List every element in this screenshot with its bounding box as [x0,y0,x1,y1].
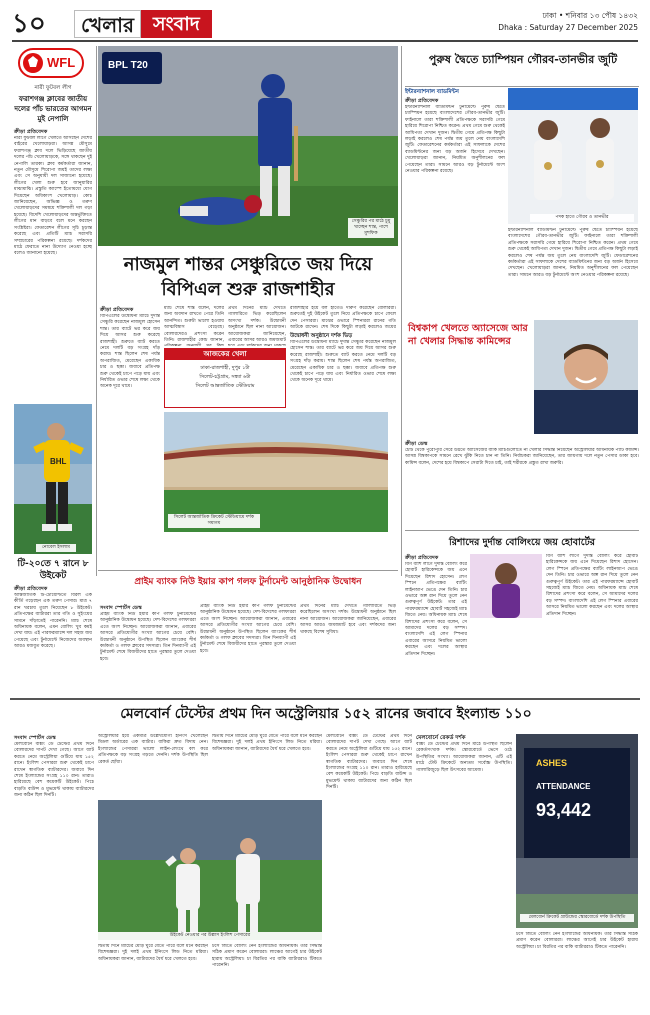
badminton-headline: পুরুষ দ্বৈতে চ্যাম্পিয়ন গৌরব-তানভীর জুটি [428,53,618,66]
golf-body-3: প্রথম দিনের ম্যাচ দেখতে গ্যালারিতে ভিড় করেছিলেন অসংখ্য দর্শক। উদ্বোধনী অনুষ্ঠানে ছিল নানা আয়োজন। আয়োজকরা জানিয়েছেন, এবারের আসর আরও জমজমাট হবে এবং দর্শকদের জন্য থাকছে বিশেষ সুবিধা। [300,604,396,635]
date-bangla: ঢাকা • শনিবার ১৩ পৌষ ১৪৩২ [542,11,638,20]
melbourne-body-6: টসে জিতে বোলিং নেন ইংল্যান্ডের অধিনায়ক। তার সিদ্ধান্ত সঠিক প্রমাণ করেন বোলাররা। লাঞ্চের আগেই চার উইকেট হারায় অস্ট্রেলিয়া। চা বিরতির পর বাকি ব্যাটাররাও টিকতে পারেননি। [516,932,638,950]
golf-body-2: প্রাইম ব্যাংক নিউ ইয়ার কাপ গলফ টুর্নামেন্টের আনুষ্ঠানিক উদ্বোধন হয়েছে। দেশ-বিদেশের গলফাররা এতে অংশ নিচ্ছেন। আয়োজকরা জানান, এবারের আসরে প্রতিযোগীর সংখ্যা আগের চেয়ে বেশি। উদ্বোধনী অনুষ্ঠানে উপস্থিত ছিলেন ব্যাংকের শীর্ষ কর্মকর্তা ও গলফ ক্লাবের সদস্যরা। তিন দিনব্যাপী এই টুর্নামেন্ট শেষে বিজয়ীদের হাতে পুরস্কার তুলে দেওয়া হবে। [200,604,296,654]
stadium-photo [164,412,388,532]
rashid-body: বিগ ব্যাশ লীগে দুর্দান্ত বোলিং করে হোবার্ট হারিকেন্সকে জয় এনে দিয়েছেন রিশাদ হোসেন। লেগ স্পিনে প্রতিপক্ষের ব্যাটিং লাইনআপ ভেঙে দেন তিনি। চার ওভারে অল্প রান দিয়ে তুলে নেন গুরুত্বপূর্ণ উইকেট। তার এই পারফরম্যান্সে হোবার্ট সহজেই ম্যাচ জিতে নেয়। অধিনায়ক ম্যাচ শেষে রিশাদের প্রশংসা করে বলেন, সে আমাদের দলের বড় সম্পদ। বাংলাদেশি এই লেগ স্পিনার এবারের আসরে নিয়মিত ভালো করছেন এবং দলের আস্থার প্রতিদান দিচ্ছেন। [405,562,467,657]
wfl-body: নারী ফুটবল লীগে খেলতে আসছেন দেশের বাইরের খেলোয়াড়রা। আসন্ন মৌসুমে ফরাশগঞ্জ ক্লাব দলে ভিড়িয়েছে জাতীয় দলের পাঁচ খেলোয়াড়কে, সঙ্গে থাকছেন দুই নেপালি তারকা। ক্লাব কর্মকর্তারা জানান, নতুন মৌসুমে শিরোপা জয়ই তাদের লক্ষ্য এবং সে অনুযায়ী দল সাজানো হয়েছে। লীগের খেলা শুরু হবে জানুয়ারির মাঝামাঝি। প্রস্তুতি ক্যাম্পে ইতোমধ্যে যোগ দিয়েছেন অধিকাংশ খেলোয়াড়। কোচ জানিয়েছেন, অভিজ্ঞ ও তরুণ খেলোয়াড়দের সমন্বয়ে শক্তিশালী দল গড়া হয়েছে। বিদেশি খেলোয়াড়দের অন্তর্ভুক্তিতে লীগের মান বাড়বে বলে মনে করছেন সংশ্লিষ্টরা। ফেডারেশন লীগের সূচি চূড়ান্ত করেছে এবং প্রতিটি ম্যাচ সরাসরি সম্প্রচারের পরিকল্পনা রয়েছে। দর্শকদের মাঠে ফেরাতে নানা উদ্যোগ নেওয়া হচ্ছে বলেও জানানো হয়েছে। [14,136,92,257]
rashid-byline: ক্রীড়া প্রতিবেদক [405,555,439,561]
bowler-photo [14,404,92,554]
section-rule [405,530,639,531]
section-rule [98,570,398,571]
melbourne-article [14,734,94,998]
bpl-byline: ক্রীড়া প্রতিবেদক [100,307,134,313]
t20-article [14,558,92,653]
melbourne-body-1: মেলবোর্নে বক্সিং ডে টেস্টের প্রথম দিনে বোলারদের দাপট দেখা গেছে। আগে ব্যাট করতে নেমে অস্ট্রেলিয়া গুটিয়ে যায় ১৫২ রানে। ইংলিশ পেসাররা শুরু থেকেই চাপে রাখেন স্বাগতিক ব্যাটারদের। জবাবে দিন শেষে ইংল্যান্ডের সংগ্রহ ১১০ রান। তারাও হারিয়েছে বেশ কয়েকটি উইকেট। পিচে বাড়তি বাউন্স ও মুভমেন্ট থাকায় ব্যাটারদের জন্য কঠিন ছিল দিনটি। [14,742,94,799]
dateline [498,10,638,34]
bpl-photo-caption: সেঞ্চুরির পর মাঠে চুমু খাচ্ছেন শান্ত, পাশে মুশফিক [348,218,394,238]
cummins-body: চোট থেকে পুরোপুরি সেরে উঠতে অ্যাসেজের বাকি ম্যাচগুলোতে না খেলার সিদ্ধান্ত নিয়েছেন অস্ট্রেলিয়ার অধিনায়ক প্যাট কামিন্স। আসন্ন বিশ্বকাপকে সামনে রেখে ঝুঁকি নিতে চান না তিনি। নির্বাচকরা জানিয়েছেন, তার জায়গায় দলে নতুন পেসার ডাকা হবে। কামিন্স বলেন, দেশের হয়ে বিশ্বকাপে সেরাটা দিতে চাই, তাই শরীরকে প্রস্তুত রাখা জরুরি। [405,448,639,466]
t20-headline: টি-২০তে ৭ রানে ৮ উইকেট [17,559,89,581]
wfl-logo-text: WFL [47,55,76,70]
melbourne-body-3: দ্বিতীয় দিনে ম্যাচের মোড় ঘুরে যেতে পারে বলে মনে করছেন বিশেষজ্ঞরা। দুই দলই প্রথম ইনিংসে লিড নিতে মরিয়া। অধিনায়করা জানান, ব্যাটারদের ধৈর্য ধরে খেলতে হবে। [98,944,208,962]
today-box-title: আজকের খেলা [165,349,285,360]
bpl-subhead: উদ্বোধনী অনুষ্ঠানে দর্শক ভিড় [290,333,353,339]
scoreboard-title: ASHES [536,758,568,768]
melbourne-headline: মেলবোর্ন টেস্টের প্রথম দিন অস্ট্রেলিয়ার ১৫২ রানের জবাবে ইংল্যান্ড ১১০ [120,706,532,722]
badminton-tag: ইন্টারন্যাশনাল ব্যাডমিন্টন [405,89,459,95]
section-rule [405,86,639,87]
cummins-byline: ক্রীড়া ডেস্ক [405,441,428,447]
masthead [12,8,638,42]
newspaper-logo-text: সংবাদ [141,10,212,38]
bpl-body-4a: রাজশাহীর হয়ে বল হাতেও দারুণ করেছেন বোলাররা। শুরুতেই দুই উইকেট তুলে নিয়ে প্রতিপক্ষকে চাপে ফেলে দেন পেসাররা। মাঝের ওভারে স্পিনাররা রানের গতি আটকে রাখেন। শেষ দিকে কিছুটা লড়াই করলেও জয়ের [290,306,396,330]
t20-byline: ক্রীড়া প্রতিবেদক [14,586,48,592]
golf-body: প্রাইম ব্যাংক নিউ ইয়ার কাপ গলফ টুর্নামেন্টের আনুষ্ঠানিক উদ্বোধন হয়েছে। দেশ-বিদেশের গলফাররা এতে অংশ নিচ্ছেন। আয়োজকরা জানান, এবারের আসরে প্রতিযোগীর সংখ্যা আগের চেয়ে বেশি। উদ্বোধনী অনুষ্ঠানে উপস্থিত ছিলেন ব্যাংকের শীর্ষ কর্মকর্তা ও গলফ ক্লাবের সদস্যরা। তিন দিনব্যাপী এই টুর্নামেন্ট শেষে বিজয়ীদের হাতে পুরস্কার তুলে দেওয়া হবে। [100,612,196,662]
svg-text:BHL: BHL [50,457,67,466]
scoreboard-photo [516,734,638,928]
badminton-photo [508,88,638,224]
column-rule [401,46,402,576]
melbourne-body-2b: দ্বিতীয় দিনে ম্যাচের মোড় ঘুরে যেতে পারে বলে মনে করছেন বিশেষজ্ঞরা। দুই দলই প্রথম ইনিংসে লিড নিতে মরিয়া। অধিনায়করা জানান, ব্যাটারদের ধৈর্য ধরে খেলতে হবে। [212,734,322,752]
bowler-photo-caption: নোবেল ইসলাম [36,544,76,552]
rashid-body-right: বিগ ব্যাশ লীগে দুর্দান্ত বোলিং করে হোবার্ট হারিকেন্সকে জয় এনে দিয়েছেন রিশাদ হোসেন। লেগ স্পিনে প্রতিপক্ষের ব্যাটিং লাইনআপ ভেঙে দেন তিনি। চার ওভারে অল্প রান দিয়ে তুলে নেন গুরুত্বপূর্ণ উইকেট। তার এই পারফরম্যান্সে হোবার্ট সহজেই ম্যাচ জিতে নেয়। অধিনায়ক ম্যাচ শেষে রিশাদের প্রশংসা করে বলেন, সে আমাদের দলের বড় সম্পদ। বাংলাদেশি এই লেগ স্পিনার এবারের আসরে নিয়মিত ভালো করছেন এবং দলের আস্থার প্রতিদান দিচ্ছেন। [546,554,638,617]
badminton-body-right: ইন্টারন্যাশনাল ব্যাডমিন্টন টুর্নামেন্টে পুরুষ দ্বৈতে চ্যাম্পিয়ন হয়েছে বাংলাদেশের গৌরব-তানভীর জুটি। ফাইনালে তারা শক্তিশালী প্রতিপক্ষকে সরাসরি গেমে হারিয়ে শিরোপা নিশ্চিত করেন। প্রথম গেমে শুরু থেকেই আধিপত্য দেখান দুজন। দ্বিতীয় গেমে প্রতিপক্ষ কিছুটা লড়াই করলেও শেষ পর্যন্ত জয় তুলে নেয় বাংলাদেশি জুটি। ফেডারেশনের কর্মকর্তারা এই সাফল্যকে দেশের ব্যাডমিন্টনের জন্য বড় অর্জন হিসেবে দেখছেন। খেলোয়াড়রা জানান, নিয়মিত অনুশীলনের ফল পেয়েছেন তারা। সামনে আরও বড় টুর্নামেন্টে অংশ নেওয়ার পরিকল্পনা রয়েছে। [508,228,638,278]
golf-headline: প্রাইম ব্যাংক নিউ ইয়ার কাপ গলফ টুর্নামেন্ট আনুষ্ঠানিক উদ্বোধন [134,577,362,587]
bpl-headline: নাজমুল শান্তর সেঞ্চুরিতে জয় দিয়ে বিপিএল শুরু রাজশাহীর [123,254,373,300]
wfl-logo [18,48,84,78]
bpl-body-3: প্রথম দিনের ম্যাচ দেখতে গ্যালারিতে ভিড় করেছিলেন অসংখ্য দর্শক। উদ্বোধনী অনুষ্ঠানে ছিল নানা আয়োজন। আয়োজকরা জানিয়েছেন, এবারের আসর আরও জমজমাট [228,306,286,344]
melbourne-body-5: বক্সিং ডে টেস্টের প্রথম দিনে মাঠে উপস্থিত ছিলেন রেকর্ডসংখ্যক দর্শক। স্কোরবোর্ডে ভেসে ওঠে উপস্থিতির সংখ্যা। আয়োজকরা জানান, এটি এই মাঠে টেস্ট ক্রিকেটে অন্যতম সর্বোচ্চ উপস্থিতি। গ্যালারিজুড়ে ছিল উৎসবের আমেজ। [416,742,512,773]
wfl-byline: ক্রীড়া প্রতিবেদক [14,129,48,135]
golf-byline: সংবাদ স্পোর্টস ডেস্ক [100,605,142,611]
melbourne-body-3b: টসে জিতে বোলিং নেন ইংল্যান্ডের অধিনায়ক। তার সিদ্ধান্ত সঠিক প্রমাণ করেন বোলাররা। লাঞ্চের আগেই চার উইকেট হারায় অস্ট্রেলিয়া। চা বিরতির পর বাকি ব্যাটাররাও টিকতে পারেননি। [212,944,322,969]
badminton-article [405,88,505,355]
bpl-logo [102,52,162,84]
bpl-logo-text: BPL T20 [108,60,148,71]
wfl-subheading: ফরাশগঞ্জ ক্লাবের জাতীয় দলের পাঁচ ভারতের আগমন মুই নেপালি [14,94,92,123]
today-box-line-2: সিলেট-চট্টগ্রাম, সন্ধ্যা ৬টা [199,374,251,380]
bpl-body-4b: বিপিএলের উদ্বোধনী ম্যাচে দুর্দান্ত সেঞ্চুরি করেছেন নাজমুল হোসেন শান্ত। তার ব্যাটে ভর করে জয় দিয়ে আসর শুরু করেছে রাজশাহী। শুরুতে ব্যাট করতে নেমে দলটি বড় সংগ্রহ দাঁড় করায়। শান্ত ছিলেন শেষ পর্যন্ত অপরাজিত, মেরেছেন একাধিক চার ও ছক্কা। জবাবে প্রতিপক্ষ শুরু থেকেই চাপে পড়ে যায় এবং নির্ধারিত ওভার শেষে লক্ষ্য থেকে অনেক দূরে থামে। [290,340,396,384]
section-rule [10,698,640,700]
melbourne-body-4: মেলবোর্নে বক্সিং ডে টেস্টের প্রথম দিনে বোলারদের দাপট দেখা গেছে। আগে ব্যাট করতে নেমে অস্ট্রেলিয়া গুটিয়ে যায় ১৫২ রানে। ইংলিশ পেসাররা শুরু থেকেই চাপে রাখেন স্বাগতিক ব্যাটারদের। জবাবে দিন শেষে ইংল্যান্ডের সংগ্রহ ১১০ রান। তারাও হারিয়েছে বেশ কয়েকটি উইকেট। পিচে বাড়তি বাউন্স ও মুভমেন্ট থাকায় ব্যাটারদের জন্য কঠিন ছিল দিনটি। [326,734,412,791]
golf-article [100,604,196,692]
bpl-body-1: বিপিএলের উদ্বোধনী ম্যাচে দুর্দান্ত সেঞ্চুরি করেছেন নাজমুল হোসেন শান্ত। তার ব্যাটে ভর করে জয় দিয়ে আসর শুরু করেছে রাজশাহী। শুরুতে ব্যাট করতে নেমে দলটি বড় সংগ্রহ দাঁড় করায়। শান্ত ছিলেন শেষ পর্যন্ত অপরাজিত, মেরেছেন একাধিক চার ও ছক্কা। জবাবে প্রতিপক্ষ শুরু থেকেই চাপে পড়ে যায় এবং নির্ধারিত ওভার শেষে লক্ষ্য থেকে অনেক দূরে থামে। [100,314,160,390]
stadium-photo-caption: সিলেট আন্তর্জাতিক ক্রিকেট স্টেডিয়ামে দর্শক সমাগম [168,514,260,528]
melbourne-byline: সংবাদ স্পোর্টস ডেস্ক [14,735,56,741]
cummins-article [405,440,639,528]
cummins-headline: বিশ্বকাপ খেলতে অ্যাসেজে আর না খেলার সিদ্ধান্ত কামিন্সের [408,323,528,347]
melbourne-subhead: মেলবোর্নে রেকর্ড দর্শক [416,735,466,741]
wfl-article [14,84,92,386]
section-logo-text: খেলার [74,10,141,38]
page-number: ১০ [12,9,46,39]
column-rule [96,46,97,576]
bpl-col-1 [100,306,160,480]
rashid-article [405,554,467,712]
rashid-headline: রিশাদের দুর্দান্ত বোলিংয়ে জয় হোবার্টের [448,537,596,548]
bpl-body-2: ম্যাচ শেষে শান্ত বলেন, দলের জন্য অবদান রাখতে পেরে তিনি আনন্দিত। শুরুটা ভালো হওয়ায় আত্মবিশ্বাস বেড়েছে। বোলারদেরও প্রশংসা করেন তিনি। রাজশাহীর কোচ জানান, [164,306,224,344]
scoreboard-value: 93,442 [536,800,592,820]
melbourne-body-2: অস্ট্রেলিয়ার হয়ে একমাত্র উল্লেখযোগ্য ইনিংস খেলেছেন মিডল অর্ডারের এক ব্যাটার। বাকিরা দ্রুত বিদায় নেন। ইংল্যান্ডের পেসাররা ভালো লাইন-লেংথে বল করে প্রতিপক্ষকে বড় সংগ্রহ গড়তে দেননি। দর্শক উপস্থিতি ছিল রেকর্ড ছোঁয়া। [98,734,208,765]
cummins-photo [534,320,638,434]
scoreboard-label: ATTENDANCE [536,782,591,791]
badminton-photo-caption: পদক হাতে গৌরব ও তানভীর [530,214,634,222]
bpl-photo [98,46,398,246]
melbourne-photo-1 [98,800,322,940]
section-logo [74,10,212,38]
badminton-body: ইন্টারন্যাশনাল ব্যাডমিন্টন টুর্নামেন্টে পুরুষ দ্বৈতে চ্যাম্পিয়ন হয়েছে বাংলাদেশের গৌরব-তানভীর জুটি। ফাইনালে তারা শক্তিশালী প্রতিপক্ষকে সরাসরি গেমে হারিয়ে শিরোপা নিশ্চিত করেন। প্রথম গেমে শুরু থেকেই আধিপত্য দেখান দুজন। দ্বিতীয় গেমে প্রতিপক্ষ কিছুটা লড়াই করলেও শেষ পর্যন্ত জয় তুলে নেয় বাংলাদেশি জুটি। ফেডারেশনের কর্মকর্তারা এই সাফল্যকে দেশের ব্যাডমিন্টনের জন্য বড় অর্জন হিসেবে দেখছেন। খেলোয়াড়রা জানান, নিয়মিত অনুশীলনের ফল পেয়েছেন তারা। সামনে আরও বড় টুর্নামেন্টে অংশ নেওয়ার পরিকল্পনা রয়েছে। [405,105,505,175]
scoreboard-photo-caption: মেলবোর্ন ক্রিকেট গ্রাউন্ডের স্কোরবোর্ডে দর্শক উপস্থিতি [520,914,634,922]
today-box [164,348,286,408]
badminton-byline: ক্রীড়া প্রতিবেদক [405,98,439,104]
today-box-line-3: সিলেট আন্তর্জাতিক স্টেডিয়াম [195,383,255,389]
date-english: Dhaka : Saturday 27 December 2025 [498,23,638,32]
today-box-line-1: ঢাকা-রাজশাহী, দুপুর ১টা [200,365,250,371]
melbourne-photo-1-caption: উইকেট নেওয়ার পর উল্লাস ইংলিশ পেসারের [98,932,322,940]
t20-body: আন্তর্জাতিক টি-টোয়েন্টিতে বিরল এক কীর্তি গড়েছেন এক তরুণ পেসার। মাত্র ৭ রান খরচায় তুলে নিয়েছেন ৮ উইকেট। প্রতিপক্ষের ব্যাটাররা তার গতি ও সুইংয়ের সামনে দাঁড়াতেই পারেননি। ম্যাচ শেষে অধিনায়ক বলেন, এমন বোলিং খুব কমই দেখা যায়। এই পারফরম্যান্সে দল সহজ জয় পেয়েছে এবং টুর্নামেন্টে নিজেদের অবস্থান আরও মজবুত করেছে। [14,593,92,650]
wfl-heading: নারী ফুটবল লীগ [34,85,72,91]
rashid-photo [470,554,542,618]
melbourne-side [416,734,512,1004]
